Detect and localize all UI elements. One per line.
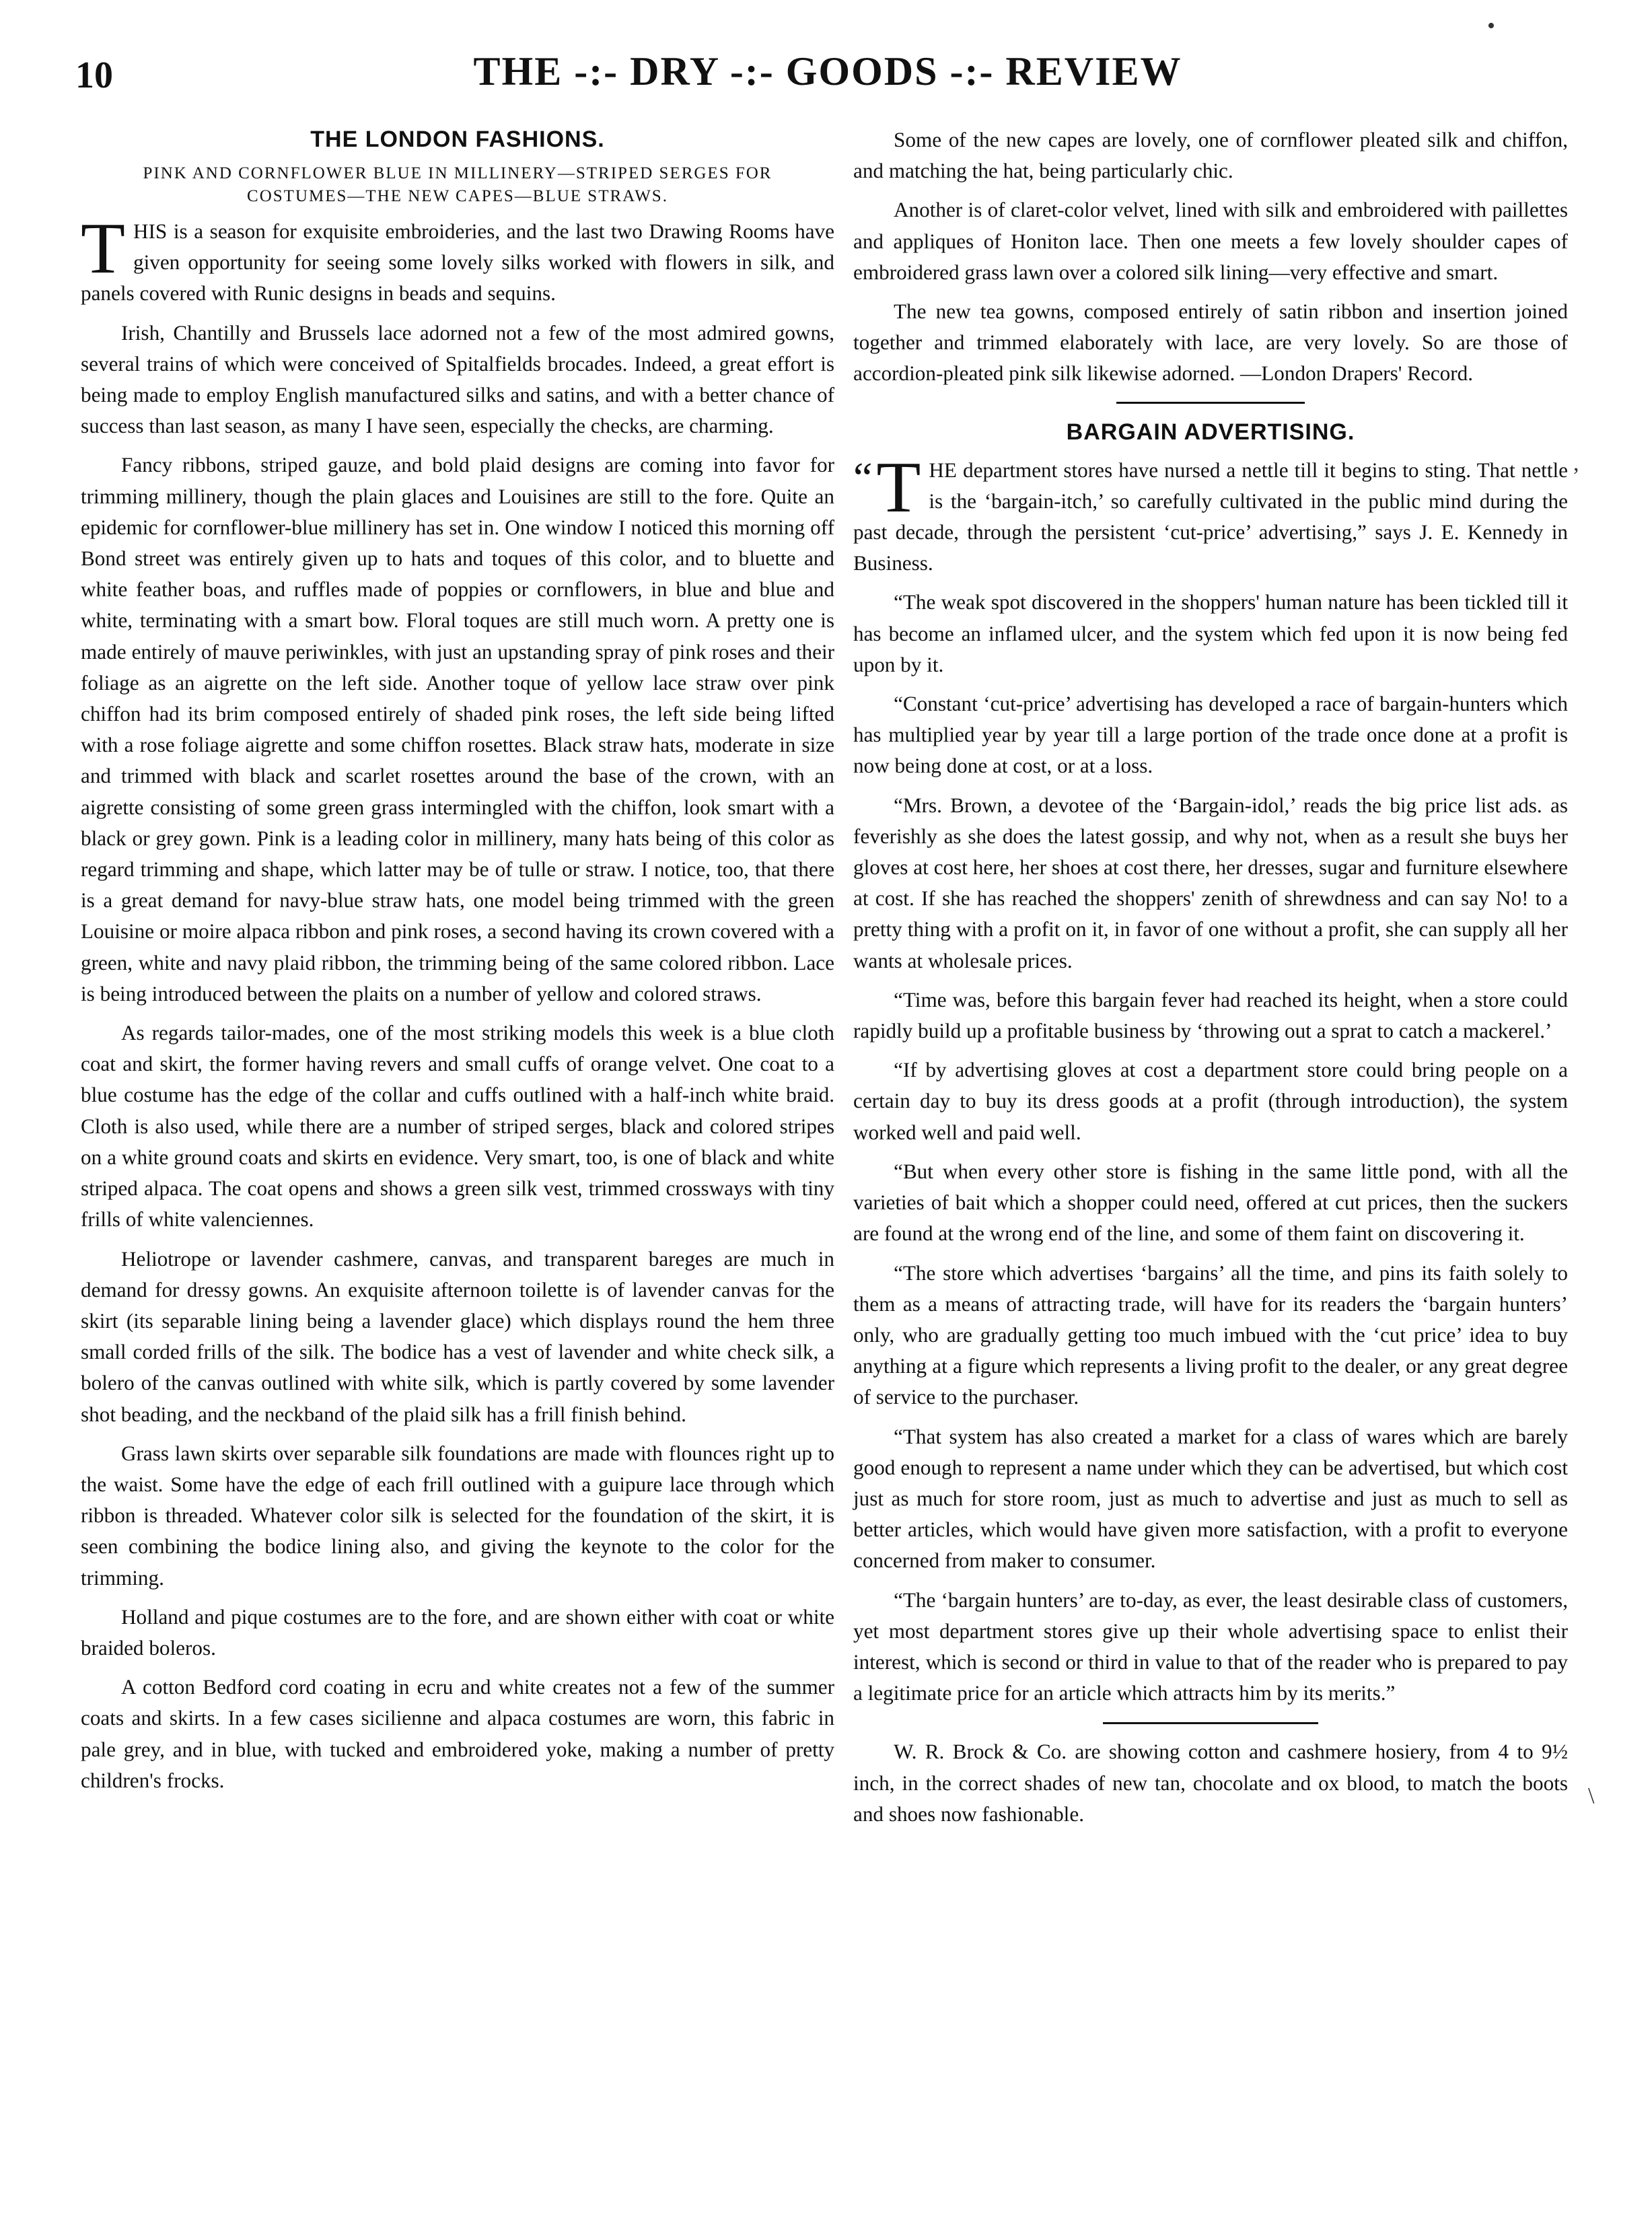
article-paragraph: “The weak spot discovered in the shoppers' human nature has been tickled till it has become an inflamed ulcer, and the system which fed upon it is now being fed upon by it. bbox=[853, 590, 1568, 676]
print-speck: , bbox=[1573, 451, 1579, 476]
article-paragraph: “But when every other store is fishing in the same little pond, with all the varieties of bait which a shopper could need, offered at cut prices, then the suckers are found at the wrong end of the line, and some of them faint on discovering it. bbox=[853, 1159, 1568, 1246]
right-column bbox=[853, 125, 1568, 1838]
brock-notice: W. R. Brock & Co. are showing cotton and cashmere hosiery, from 4 to 9½ inch, in the correct shades of new tan, chocolate and ox blood, to match the boots and shoes now fashionable. bbox=[853, 1740, 1568, 1826]
article-subheadline: PINK AND CORNFLOWER BLUE IN MILLINERY—STRIPED SERGES FOR COSTUMES—THE NEW CAPES—BLUE STRAWS. bbox=[143, 164, 773, 205]
article-paragraph: Grass lawn skirts over separable silk foundations are made with flounces right up to the waist. Some have the edge of each frill outlined with a guipure lace through which ribbon is threaded. Whatever color silk is selected for the foundation of the skirt, it is seen combining the bodice lining also, and giving the keynote to the color for the trimming. bbox=[81, 1441, 834, 1590]
page-header bbox=[67, 42, 1588, 116]
masthead: THE -:- DRY -:- GOODS -:- REVIEW bbox=[473, 49, 1182, 94]
article-paragraph: Fancy ribbons, striped gauze, and bold plaid designs are coming into favor for trimming millinery, though the plain glaces and Louisines are still to the fore. Quite an epidemic for cornflower-blue millinery has set in. One window I noticed this morning off Bond street was entirely given up to hats and toques of this color, and to bluette and white feather boas, and ruffles made of poppies or cornflowers, in blue and blue and white, terminating with a smart bow. Floral toques are still much worn. A pretty one is made entirely of mauve periwinkles, with just an upstanding spray of pink roses and their foliage as an aigrette on the left side. Another toque of yellow lace straw over pink chiffon had its brim composed entirely of shaded pink roses, the left side being lifted with a rose foliage aigrette and some chiffon rosettes. Black straw hats, moderate in size and trimmed with black and scarlet rosettes around the base of the crown, with an aigrette consisting of some green grass intermingled with the chiffon, look smart with a black or grey gown. Pink is a leading color in millinery, many hats being of this color as regard trimming and shape, which latter may be of tulle or straw. I notice, too, that there is a great demand for navy-blue straw hats, one model being trimmed with the green Louisine or moire alpaca ribbon and pink roses, a second having its crown covered with a green, white and navy plaid ribbon, the trimming being of the same colored ribbon. Lace is being introduced between the plaits on a number of yellow and colored straws. bbox=[81, 453, 834, 1005]
article-paragraph: “That system has also created a market for a class of wares which are barely good enough to represent a name under which they can be advertised, but which cost just as much for store room, just as much to advertise and just as much to sell as better articles, which would have given more satisfaction, with a profit to everyone concerned from maker to consumer. bbox=[853, 1424, 1568, 1573]
section-divider bbox=[1103, 1722, 1318, 1724]
article-paragraph: “Time was, before this bargain fever had reached its height, when a store could rapidly build up a profitable business by ‘throwing out a sprat to catch a mackerel.’ bbox=[853, 987, 1568, 1043]
article-paragraph bbox=[853, 447, 1568, 579]
article-paragraph: “Constant ‘cut-price’ advertising has developed a race of bargain-hunters which has multiplied year by year till a large portion of the trade once done at a profit is now being done at cost, or at a loss. bbox=[853, 692, 1568, 778]
print-speck: \ bbox=[1588, 1783, 1595, 1808]
article-paragraph: Irish, Chantilly and Brussels lace adorned not a few of the most admired gowns, several trains of which were conceived of Spitalfields brocades. Indeed, a great effort is being made to employ English manufactured silks and satins, and with a better chance of success than last season, as many I have seen, especially the checks, are charming. bbox=[81, 320, 834, 438]
paragraph-text: HIS is a season for exquisite embroideries, and the last two Drawing Rooms have given opportunity for seeing some lovely silks worked with flowers in silk, and panels covered with Runic designs in beads and sequins. bbox=[81, 219, 834, 306]
article-title-london-fashions: THE LONDON FASHIONS. bbox=[310, 127, 605, 152]
drop-cap: T bbox=[876, 447, 921, 528]
article-paragraph: Holland and pique costumes are to the fore, and are shown either with coat or white braided boleros. bbox=[81, 1604, 834, 1660]
article-paragraph: “If by advertising gloves at cost a department store could bring people on a certain day to buy its dress goods at a profit (through introduction), the system worked well and paid well. bbox=[853, 1058, 1568, 1144]
article-paragraph: “Mrs. Brown, a devotee of the ‘Bargain-idol,’ reads the big price list ads. as feverishly as she does the latest gossip, and why not, when as a result she buys her gloves at cost here, her shoes at cost there, her dresses, sugar and furniture elsewhere at cost. If she has reached the shoppers' zenith of shrewdness and can say No! to a pretty thing with a profit on it, in favor of one without a profit, she can supply all her wants at wholesale prices. bbox=[853, 793, 1568, 972]
drop-cap: T bbox=[81, 209, 125, 289]
opening-quote-mark: “ bbox=[853, 453, 873, 501]
page-number: 10 bbox=[75, 55, 113, 96]
article-paragraph: Another is of claret-color velvet, lined with silk and embroidered with paillettes and appliques of Honiton lace. Then one meets a few lovely shoulder capes of embroidered grass lawn over a colored silk lining—very effective and smart. bbox=[853, 198, 1568, 284]
article-paragraph: “The store which advertises ‘bargains’ all the time, and pins its faith solely to them as a means of attracting trade, will have for its readers the ‘bargain hunters’ only, who are gradually getting too much imbued with the ‘cut price’ idea to buy anything at a figure which represents a living profit to the dealer, or any great degree of service to the purchaser. bbox=[853, 1260, 1568, 1409]
article-title-bargain-advertising: BARGAIN ADVERTISING. bbox=[1066, 419, 1355, 445]
article-paragraph: A cotton Bedford cord coating in ecru and white creates not a few of the summer coats and skirts. In a few cases sicilienne and alpaca costumes are worn, this fabric in pale grey, and in blue, with tucked and embroidered yoke, making a number of pretty children's frocks. bbox=[81, 1675, 834, 1792]
left-column bbox=[81, 125, 834, 1804]
article-paragraph: As regards tailor-mades, one of the most striking models this week is a blue cloth coat and skirt, the former having revers and small cuffs of orange velvet. One coat to a blue costume has the edge of the collar and cuffs outlined with a half-inch white braid. Cloth is also used, while there are a number of striped serges, black and colored stripes on a white ground coats and skirts en evidence. Very smart, too, is one of black and white striped alpaca. The coat opens and shows a green silk vest, trimmed crossways with tiny frills of white valenciennes. bbox=[81, 1021, 834, 1232]
section-divider bbox=[1116, 402, 1305, 404]
article-paragraph: Heliotrope or lavender cashmere, canvas, and transparent bareges are much in demand for dressy gowns. An exquisite afternoon toilette is of lavender canvas for the skirt (its separable lining being a lavender glace) which displays round the hem three small corded frills of the silk. The bodice has a vest of lavender and white check silk, a bolero of the canvas outlined with white silk, which is partly covered by some lavender shot beading, and the neckband of the plaid silk has a frill finish behind. bbox=[81, 1246, 834, 1426]
article-paragraph: The new tea gowns, composed entirely of satin ribbon and insertion joined together and trimmed elaborately with lace, are very lovely. So are those of accordion-pleated pink silk likewise adorned. —London Drapers' Record. bbox=[853, 299, 1568, 386]
article-paragraph: “The ‘bargain hunters’ are to-day, as ever, the least desirable class of customers, yet most department stores give up their whole advertising space to enlist their interest, which is second or third in value to that of the reader who is prepared to pay a legitimate price for an article which attracts him by its merits.” bbox=[853, 1588, 1568, 1705]
article-paragraph: Some of the new capes are lovely, one of cornflower pleated silk and chiffon, and matching the hat, being particularly chic. bbox=[853, 128, 1568, 183]
paragraph-text: HE department stores have nursed a nettle till it begins to sting. That nettle is the ‘bargain-itch,’ so carefully cultivated in the public mind during the past decade, through the persistent ‘cut-price’ advertising,” says J. E. Kennedy in Business. bbox=[853, 458, 1568, 575]
print-speck: • bbox=[1487, 13, 1495, 38]
article-paragraph bbox=[81, 209, 834, 310]
